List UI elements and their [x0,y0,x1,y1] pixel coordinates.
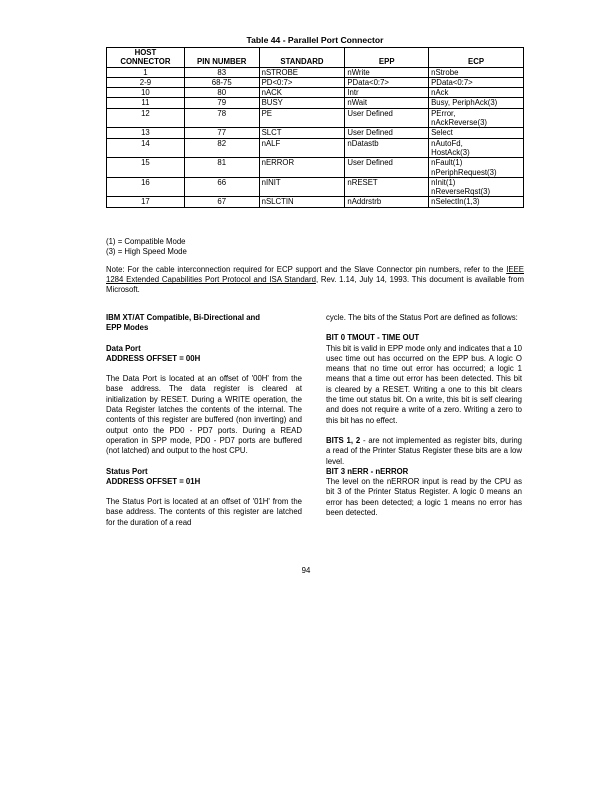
ieee-standard-reference: IEEE 1284 Extended Capabilities Port Protocol and ISA Standard [106,265,524,285]
cell-ecp-line: nAck [431,88,449,98]
cell-pin-number: 80 [184,88,259,98]
note-suffix: , Rev. 1.14, July 14, 1993. This document is available from Microsoft. [106,275,525,295]
cell-ecp-line: PError, [431,108,456,118]
cell-ecp [429,98,524,108]
cell-epp: Intr [345,88,429,98]
table-row [107,108,524,128]
cell-ecp [429,177,524,197]
table-row [107,77,524,87]
cell-ecp-line: nPeriphRequest(3) [431,167,497,177]
table-row [107,138,524,158]
cell-ecp-line: nReverseRqst(3) [431,187,491,197]
bits12-description: - are not implemented as register bits, during a read of the Printer Status Register these bits are a low level. [326,435,522,466]
cell-host-connector: 16 [107,177,185,197]
cell-ecp [429,197,524,207]
bits12-heading: BITS 1, 2 [326,435,361,445]
table-title: Table 44 - Parallel Port Connector [246,35,384,45]
cell-standard: PD<0:7> [259,77,345,87]
cell-pin-number: 77 [184,128,259,138]
mode-footnotes [106,237,187,257]
cell-pin-number: 78 [184,108,259,128]
cell-ecp [429,77,524,87]
footnote-compatible-mode: (1) = Compatible Mode [106,237,186,246]
status-port-intro: cycle. The bits of the Status Port are defined as follows: [326,313,518,322]
table-row [107,67,524,77]
header-pin-number: PIN NUMBER [184,48,259,68]
cell-ecp-line: nStrobe [431,67,459,77]
data-port-description: The Data Port is located at an offset of '00H' from the base address. The data register is cleared at initialization by RESET. During a WRITE operation, the Data Register latches the contents of the internal. The contents of this register are buffered (non inverting) and output onto the PD0 - PD7 ports. During a READ operation in SPP mode, PD0 - PD7 ports are buffered (not latched) and output to the host CPU. [106,374,302,456]
cell-standard: BUSY [259,98,345,108]
table-header-row [107,48,524,68]
status-port-heading [106,467,302,488]
header-host-connector [107,48,185,68]
table-body [107,67,524,207]
cell-epp: nRESET [345,177,429,197]
bit0-heading: BIT 0 TMOUT - TIME OUT [326,333,420,343]
cell-epp: User Defined [345,128,429,138]
parallel-port-connector-table [106,47,524,208]
footnote-high-speed-mode: (3) = High Speed Mode [106,247,187,257]
cable-note [106,265,524,296]
cell-ecp [429,88,524,98]
cell-standard: nACK [259,88,345,98]
cell-ecp-line: PData<0:7> [431,77,473,87]
table-row [107,158,524,178]
table-row [107,88,524,98]
status-port-description: The Status Port is located at an offset of '01H' from the base address. The contents of this register are latched for the duration of a read [106,497,302,527]
cell-host-connector: 2-9 [107,77,185,87]
bit0-description: This bit is valid in EPP mode only and indicates that a 10 usec time out has occurred on the EPP bus. A logic O means that no time out error has occurred; a logic 1 means that a time out error has been detected. This bit is cleared by a RESET. Writing a one to this bit clears the time out status bit. On a write, this bit is self clearing and does not require a write of a zero. Writing a zero to this bit has no effect. [326,343,522,425]
page-number: 94 [301,566,311,575]
cell-host-connector: 11 [107,98,185,108]
cell-epp: PData<0:7> [345,77,429,87]
cell-pin-number: 83 [184,67,259,77]
table-row [107,128,524,138]
cell-epp: nWait [345,98,429,108]
cell-standard: nSLCTIN [259,197,345,207]
cell-ecp [429,158,524,178]
cell-epp: nWrite [345,67,429,77]
table-row [107,197,524,207]
cell-epp: nDatastb [345,138,429,158]
right-column [326,313,522,518]
bit3-heading: BIT 3 nERR - nERROR [326,466,409,476]
section-heading-line-2: EPP Modes [106,323,149,333]
cell-ecp-line: nAutoFd, [431,138,463,148]
cell-ecp [429,108,524,128]
cell-host-connector: 1 [107,67,185,77]
cell-pin-number: 67 [184,197,259,207]
cell-host-connector: 10 [107,88,185,98]
status-port-title: Status Port [106,466,148,476]
data-port-title: Data Port [106,343,141,353]
cell-pin-number: 66 [184,177,259,197]
header-epp: EPP [345,48,429,68]
data-port-offset: ADDRESS OFFSET = 00H [106,353,201,363]
status-port-offset: ADDRESS OFFSET = 01H [106,476,201,486]
header-ecp: ECP [429,48,524,68]
cell-standard: nINIT [259,177,345,197]
data-port-heading [106,344,302,365]
cell-pin-number: 81 [184,158,259,178]
cell-standard: nALF [259,138,345,158]
cell-ecp-line: HostAck(3) [431,147,470,157]
cell-ecp-line: Select [431,128,453,138]
cell-epp: User Defined [345,158,429,178]
section-heading-line-1: IBM XT/AT Compatible, Bi-Directional and [106,313,261,322]
cell-pin-number: 82 [184,138,259,158]
bits12-paragraph [326,436,522,467]
left-column [106,313,302,528]
table-row [107,177,524,197]
cell-host-connector: 15 [107,158,185,178]
cell-standard: nERROR [259,158,345,178]
cell-pin-number: 68-75 [184,77,259,87]
cell-ecp-line: nInit(1) [431,177,456,187]
cell-ecp-line: nSelectIn(1,3) [431,197,480,207]
cell-standard: SLCT [259,128,345,138]
cell-ecp [429,128,524,138]
cell-host-connector: 17 [107,197,185,207]
header-standard: STANDARD [259,48,345,68]
cell-epp: nAddrstrb [345,197,429,207]
section-heading [106,313,302,334]
cell-epp: User Defined [345,108,429,128]
bit3-description: The level on the nERROR input is read by the CPU as bit 3 of the Printer Status Register. A logic 0 means an error has been detected; a logic 1 means no error has been detected. [326,477,522,518]
cell-host-connector: 12 [107,108,185,128]
cell-ecp [429,138,524,158]
note-prefix: Note: For the cable interconnection required for ECP support and the Slave Connector pin numbers, refer to the [106,265,507,274]
header-host-line: HOST [134,48,157,57]
header-connector-line: CONNECTOR [120,57,171,67]
cell-ecp-line: nFault(1) [431,158,463,168]
cell-standard: nSTROBE [259,67,345,77]
cell-ecp-line: Busy, PeriphAck(3) [431,98,498,108]
cell-host-connector: 13 [107,128,185,138]
cell-ecp-line: nAckReverse(3) [431,118,488,128]
cell-standard: PE [259,108,345,128]
cell-host-connector: 14 [107,138,185,158]
table-row [107,98,524,108]
cell-ecp [429,67,524,77]
cell-pin-number: 79 [184,98,259,108]
